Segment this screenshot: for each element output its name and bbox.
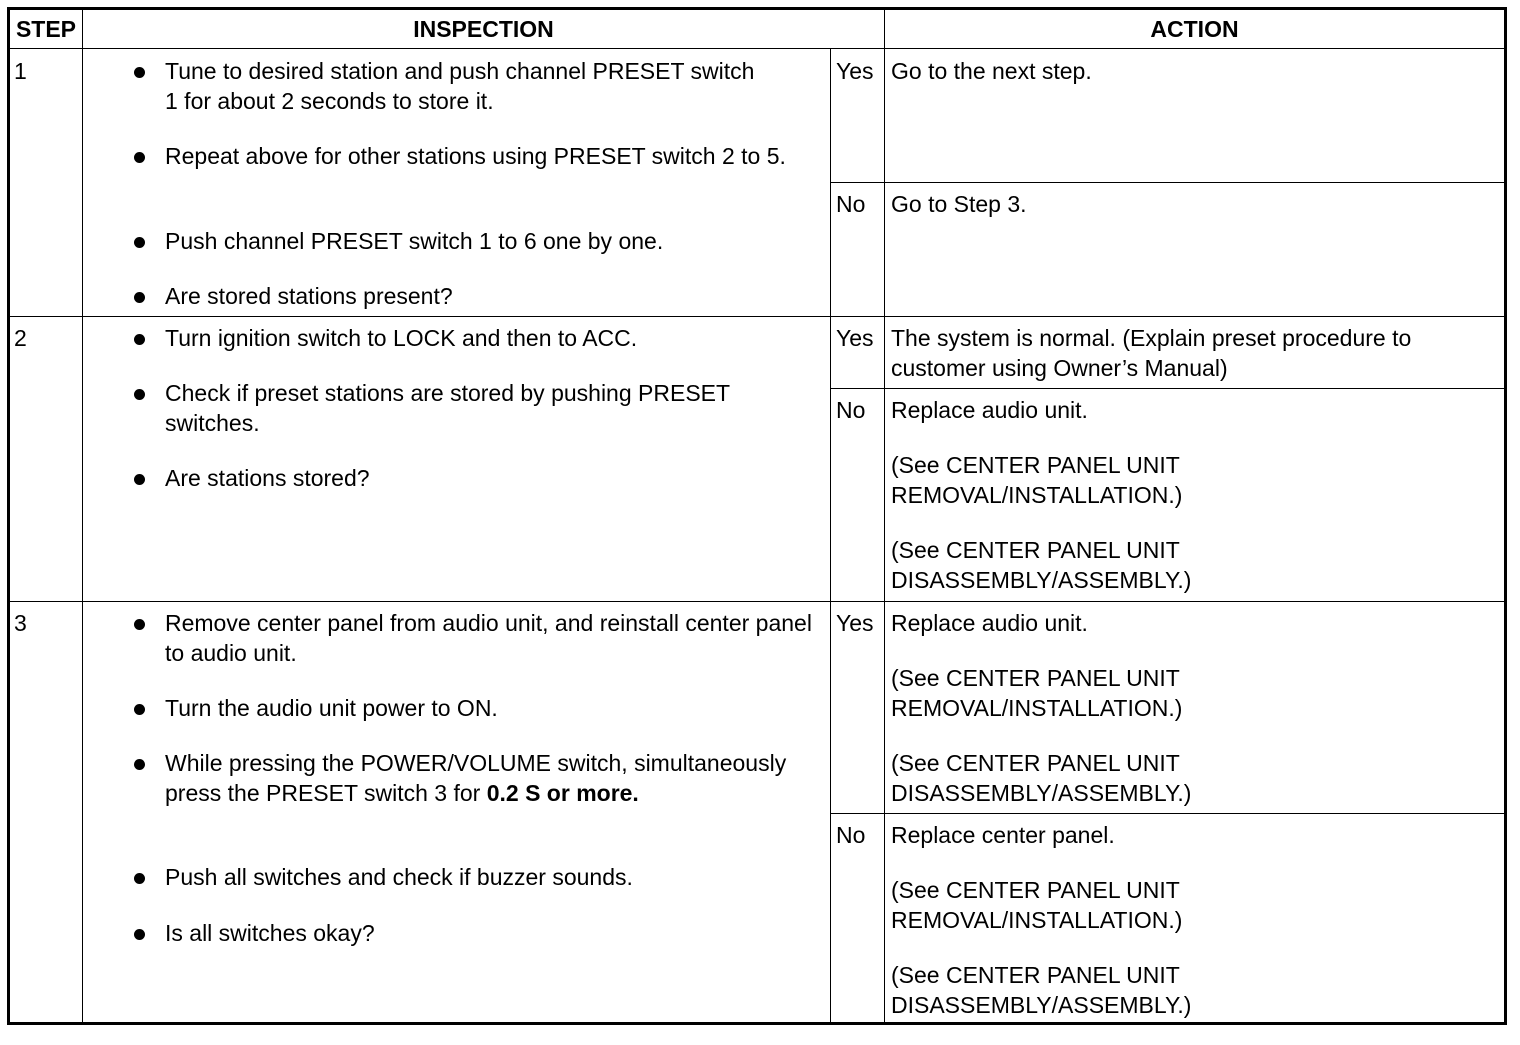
inspection-item: Push channel PRESET switch 1 to 6 one by one. [165,228,664,254]
inspection-item: Push all switches and check if buzzer sounds. [165,864,633,890]
step-number: 3 [14,610,27,636]
bullet-icon [134,152,145,163]
inspection-item: Tune to desired station and push channel PRESET switch 1 for about 2 seconds to store it. [165,58,755,114]
step-number: 1 [14,58,27,84]
inspection-item [165,748,805,808]
header-divider [10,48,1504,49]
action-text: Replace audio unit. [891,610,1088,636]
inspection-item: Check if preset stations are stored by pushing PRESET switches. [165,380,730,436]
bullet-icon [134,704,145,715]
yes-action [891,608,1231,833]
troubleshooting-table [7,7,1507,1025]
bullet-icon [134,292,145,303]
inspection-item: Is all switches okay? [165,920,375,946]
header-step: STEP [15,16,77,42]
header-action: ACTION [1150,16,1239,42]
inspection-item: Remove center panel from audio unit, and reinstall center panel to audio unit. [165,610,812,666]
bullet-icon [134,237,145,248]
inspection-item: Are stored stations present? [165,283,453,309]
action-text: (See CENTER PANEL UNIT DISASSEMBLY/ASSEMBLY.) [891,750,1192,806]
row-divider-1 [10,316,1504,317]
inspection-item-text: While pressing the POWER/VOLUME switch, simultaneously press the PRESET switch 3 for [165,750,787,806]
header-inspection: INSPECTION [413,16,554,42]
action-text: The system is normal. (Explain preset procedure to customer using Owner’s Manual) [891,325,1412,381]
yes-label: Yes [836,325,874,351]
action-text: Replace center panel. [891,822,1115,848]
inspection-item: Repeat above for other stations using PRESET switch 2 to 5. [165,143,786,169]
no-action [891,189,1491,244]
action-text: (See CENTER PANEL UNIT DISASSEMBLY/ASSEMBLY.) [891,962,1192,1018]
no-action [891,820,1231,1045]
no-action [891,395,1231,620]
inspection-item: Turn ignition switch to LOCK and then to ACC. [165,325,638,351]
bullet-icon [134,619,145,630]
inspection-item-bold: 0.2 S or more. [486,780,639,806]
bullet-icon [134,474,145,485]
yes-label: Yes [836,58,874,84]
bullet-icon [134,759,145,770]
inspection-item: Turn the audio unit power to ON. [165,695,498,721]
action-text: Replace audio unit. [891,397,1088,423]
bullet-icon [134,334,145,345]
no-label: No [836,397,866,423]
row-divider-2 [10,601,1504,602]
action-column-divider [884,10,885,1022]
action-text: (See CENTER PANEL UNIT REMOVAL/INSTALLATION.) [891,665,1183,721]
action-text: Go to the next step. [891,58,1092,84]
yes-label: Yes [836,610,874,636]
yes-no-column-divider [830,48,831,1022]
yes-no-divider-1 [830,182,1504,183]
action-text: (See CENTER PANEL UNIT REMOVAL/INSTALLATION.) [891,452,1183,508]
no-label: No [836,822,866,848]
step-number: 2 [14,325,27,351]
action-text: (See CENTER PANEL UNIT DISASSEMBLY/ASSEMBLY.) [891,537,1192,593]
inspection-item: Are stations stored? [165,465,370,491]
step-column-divider [82,10,83,1022]
action-text: (See CENTER PANEL UNIT REMOVAL/INSTALLATION.) [891,877,1183,933]
bullet-icon [134,389,145,400]
bullet-icon [134,873,145,884]
no-label: No [836,191,866,217]
bullet-icon [134,67,145,78]
bullet-icon [134,929,145,940]
action-text: Go to Step 3. [891,191,1027,217]
yes-action [891,56,1491,111]
